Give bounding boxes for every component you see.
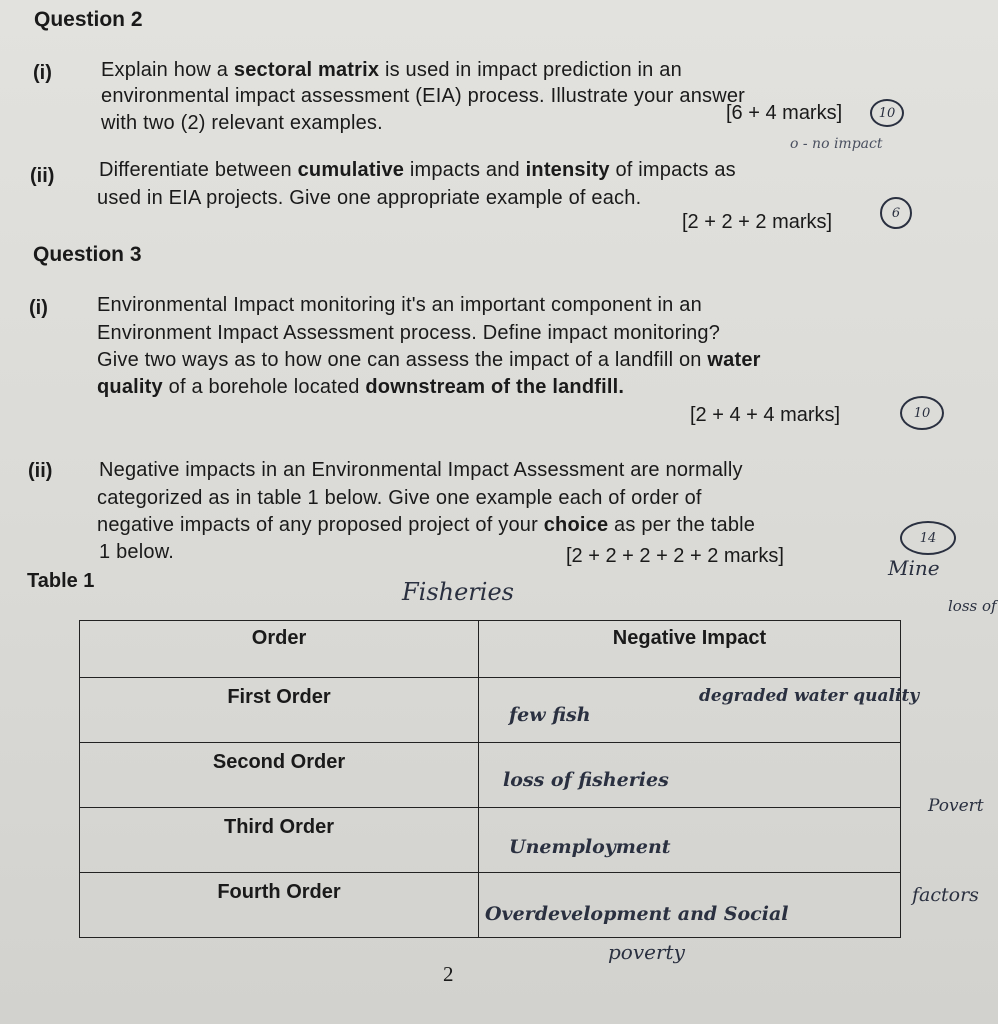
table-1-caption: Table 1 bbox=[27, 570, 95, 592]
handwritten-no-impact: o - no impact bbox=[790, 136, 883, 152]
q2-ii-line-1: Differentiate between cumulative impacts and intensity of impacts as bbox=[99, 159, 736, 181]
impact-cell bbox=[479, 678, 920, 743]
table-header-row bbox=[80, 621, 901, 678]
q2-i-label: (i) bbox=[33, 62, 52, 84]
question-2-heading: Question 2 bbox=[34, 8, 143, 31]
q3-ii-marks: [2 + 2 + 2 + 2 + 2 marks] bbox=[566, 545, 784, 567]
order-cell: Second Order bbox=[80, 743, 479, 808]
table-row bbox=[80, 743, 901, 808]
order-cell: First Order bbox=[80, 678, 479, 743]
impact-cell bbox=[479, 743, 901, 808]
table-1 bbox=[79, 620, 920, 938]
header-order: Order bbox=[80, 621, 479, 678]
question-3-heading: Question 3 bbox=[33, 243, 142, 266]
table-row bbox=[80, 678, 901, 743]
table-row bbox=[80, 873, 901, 938]
table-row bbox=[80, 808, 901, 873]
q2-i-marks: [6 + 4 marks] bbox=[726, 102, 843, 124]
q3-i-score: 10 bbox=[900, 396, 944, 430]
q3-i-line-4: quality of a borehole located downstream of the landfill. bbox=[97, 376, 625, 398]
order-cell: Fourth Order bbox=[80, 873, 479, 938]
answer-first-order-2: degraded water quality bbox=[699, 686, 920, 706]
q3-ii-label: (ii) bbox=[28, 460, 53, 482]
q2-i-score: 10 bbox=[870, 99, 904, 127]
q3-ii-line-1: Negative impacts in an Environmental Impact Assessment are normally bbox=[99, 459, 743, 481]
q3-i-label: (i) bbox=[29, 297, 48, 319]
q3-ii-line-4: 1 below. bbox=[99, 541, 174, 563]
answer-fourth-order: Overdevelopment and Social bbox=[485, 903, 789, 925]
q3-ii-line-2: categorized as in table 1 below. Give one example each of order of bbox=[97, 487, 702, 509]
header-negative-impact: Negative Impact bbox=[479, 621, 901, 678]
answer-first-order: few fish bbox=[509, 704, 591, 726]
handwritten-factors: factors bbox=[912, 884, 979, 906]
page-number: 2 bbox=[443, 962, 454, 986]
q2-ii-score: 6 bbox=[880, 197, 912, 229]
q3-ii-score: 14 bbox=[900, 521, 956, 555]
q3-i-line-1: Environmental Impact monitoring it's an important component in an bbox=[97, 294, 702, 316]
handwritten-povert: Povert bbox=[928, 796, 984, 816]
answer-third-order: Unemployment bbox=[509, 836, 671, 858]
order-cell: Third Order bbox=[80, 808, 479, 873]
q3-ii-line-3: negative impacts of any proposed project of your choice as per the table bbox=[97, 514, 756, 536]
handwritten-project-fisheries: Fisheries bbox=[402, 578, 514, 606]
q2-i-line-2: environmental impact assessment (EIA) process. Illustrate your answer bbox=[101, 85, 746, 107]
q2-ii-label: (ii) bbox=[30, 165, 55, 187]
impact-cell bbox=[479, 808, 901, 873]
q2-ii-marks: [2 + 2 + 2 marks] bbox=[682, 211, 833, 233]
handwritten-loss-of: loss of bbox=[948, 597, 997, 615]
handwritten-poverty: poverty bbox=[608, 940, 685, 964]
impact-cell bbox=[479, 873, 901, 938]
q2-ii-line-2: used in EIA projects. Give one appropriate example of each. bbox=[97, 187, 642, 209]
q3-i-line-2: Environment Impact Assessment process. Define impact monitoring? bbox=[97, 322, 721, 344]
q3-i-marks: [2 + 4 + 4 marks] bbox=[690, 404, 841, 426]
q2-i-line-1: Explain how a sectoral matrix is used in impact prediction in an bbox=[101, 59, 682, 81]
handwritten-mine: Mine bbox=[888, 556, 940, 580]
q2-i-line-3: with two (2) relevant examples. bbox=[101, 112, 383, 134]
q3-i-line-3: Give two ways as to how one can assess the impact of a landfill on water bbox=[97, 349, 761, 371]
answer-second-order: loss of fisheries bbox=[503, 769, 669, 791]
